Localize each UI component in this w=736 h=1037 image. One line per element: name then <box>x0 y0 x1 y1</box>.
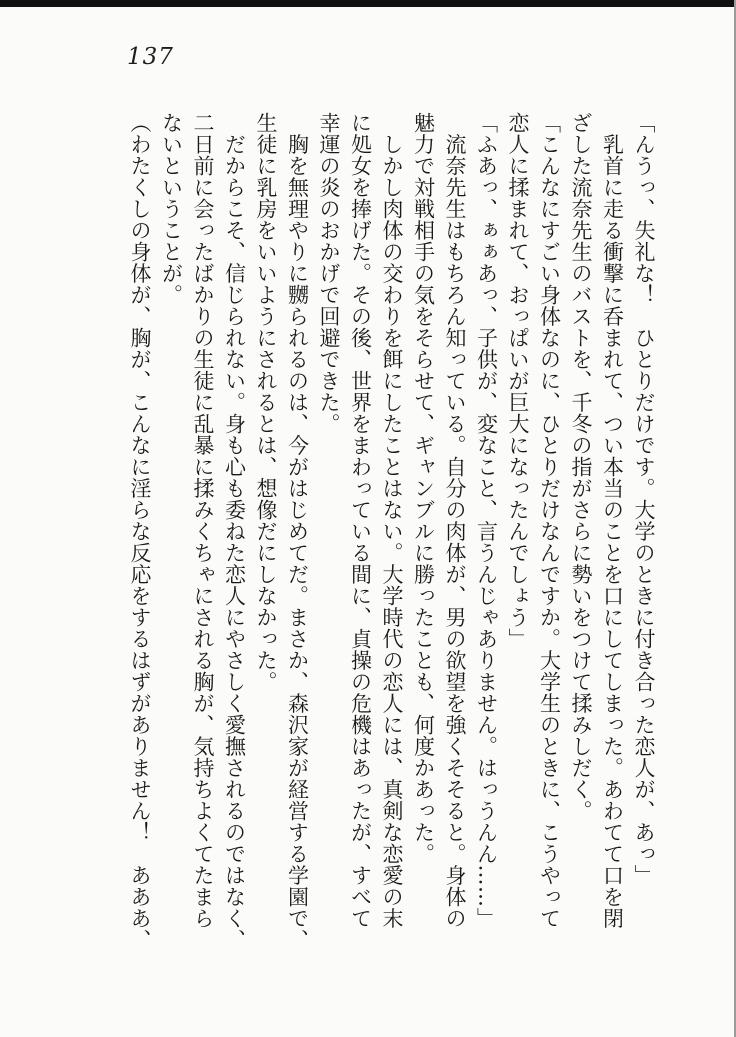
text-block <box>124 112 660 952</box>
text-line: 「んうっ、失礼な！ ひとりだけです。大学のときに付き合った恋人が、あっ」 <box>632 112 656 886</box>
text-line: に処女を捧げた。その後、世界をまわっている間に、貞操の危機はあったが、すべて <box>348 112 373 929</box>
text-line: 生徒に乳房をいいようにされるとは、想像だにしなかった。 <box>254 112 278 693</box>
text-line: だからこそ、信じられない。身も心も委ねた恋人にやさしく愛撫されるのではなく、 <box>222 112 247 951</box>
text-line: 魅力で対戦相手の気をそらせて、ギャンブルに勝ったことも、何度かあった。 <box>411 112 436 865</box>
text-line: 胸を無理やりに嬲られるのは、今がはじめてだ。まさか、森沢家が経営する学園で、 <box>285 112 310 951</box>
text-line: 乳首に走る衝撃に呑まれて、つい本当のことを口にしてしまった。あわてて口を閉 <box>600 112 625 929</box>
text-line: ないということが。 <box>159 112 184 306</box>
scan-top-edge <box>0 0 736 7</box>
text-line: 恋人に揉まれて、おっぱいが巨大になったんでしょう」 <box>506 112 530 650</box>
text-line: 流奈先生はもちろん知っている。自分の肉体が、男の欲望を強くそそると。身体の <box>443 112 467 929</box>
text-line: ざした流奈先生のバストを、千冬の指がさらに勢いをつけて揉みしだく。 <box>569 112 593 822</box>
text-line: 二日前に会ったばかりの生徒に乱暴に揉みくちゃにされる胸が、気持ちよくてたまら <box>191 112 215 929</box>
page-number: 137 <box>127 44 174 70</box>
text-line: しかし肉体の交わりを餌にしたことはない。大学時代の恋人には、真剣な恋愛の末 <box>380 112 404 929</box>
text-line: 幸運の炎のおかげで回避できた。 <box>317 112 341 435</box>
text-line: （わたくしの身体が、胸が、こんなに淫らな反応をするはずがありません！ あああ、 <box>128 112 152 951</box>
text-line: 「こんなにすごい身体なのに、ひとりだけなんですか。大学生のときに、こうやって <box>537 112 562 929</box>
text-line: 「ふあっ、ぁぁあっ、子供が、変なこと、言うんじゃありません。はっうんん……」 <box>474 112 499 929</box>
